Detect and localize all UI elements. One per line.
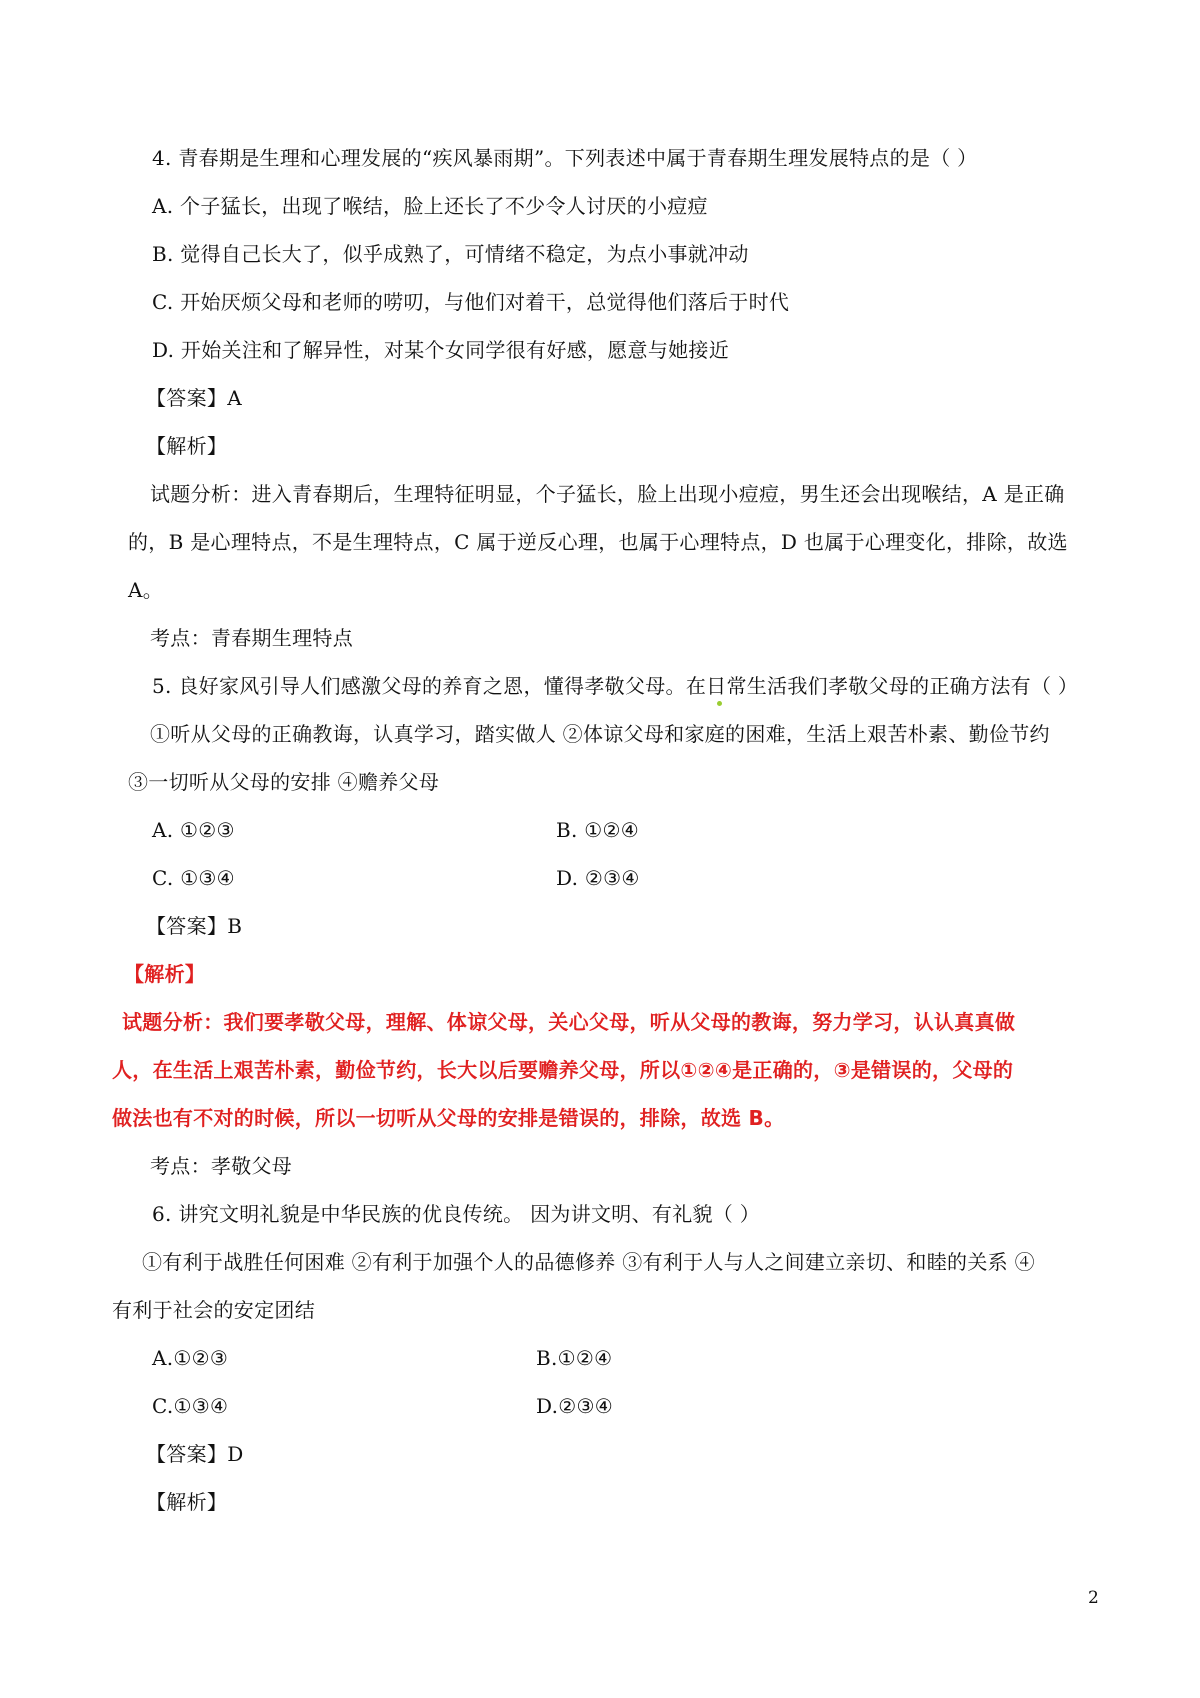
q4-analysis-line-2: 的，B 是心理特点，不是生理特点，C 属于逆反心理，也属于心理特点，D 也属于心理变化，排除，故选 (128, 530, 1068, 554)
q6-option-a: A.①②③ (152, 1346, 229, 1370)
q5-analysis-line-2: 人，在生活上艰苦朴素，勤俭节约，长大以后要赡养父母，所以①②④是正确的，③是错误的，父母的 (112, 1058, 1014, 1082)
q4-answer: 【答案】A (146, 386, 242, 410)
q4-analysis-line-1: 试题分析：进入青春期后，生理特征明显，个子猛长，脸上出现小痘痘，男生还会出现喉结，A 是正确 (150, 482, 1065, 506)
q5-analysis-line-3: 做法也有不对的时候，所以一切听从父母的安排是错误的，排除，故选 B。 (112, 1106, 785, 1130)
q5-items-line-1: ①听从父母的正确教诲，认真学习，踏实做人 ②体谅父母和家庭的困难，生活上艰苦朴素、勤俭节约 (150, 722, 1050, 746)
q4-option-b: B. 觉得自己长大了，似乎成熟了，可情绪不稳定，为点小事就冲动 (152, 242, 749, 266)
q6-items-line-1: ①有利于战胜任何困难 ②有利于加强个人的品德修养 ③有利于人与人之间建立亲切、和睦的关系 ④ (142, 1250, 1035, 1274)
q6-answer: 【答案】D (146, 1442, 244, 1466)
q6-analysis-label: 【解析】 (146, 1490, 228, 1514)
q6-stem: 6. 讲究文明礼貌是中华民族的优良传统。 因为讲文明、有礼貌（ ） (152, 1202, 761, 1226)
q4-analysis-line-3: A。 (128, 578, 164, 602)
q6-option-d: D.②③④ (536, 1394, 613, 1418)
q5-option-a: A. ①②③ (152, 818, 235, 842)
q6-option-b: B.①②④ (536, 1346, 613, 1370)
q5-stem: 5. 良好家风引导人们感激父母的养育之恩，懂得孝敬父母。在日常生活我们孝敬父母的正确方法有（ ） (152, 674, 1079, 698)
q5-answer: 【答案】B (146, 914, 243, 938)
q4-option-a: A. 个子猛长，出现了喉结，脸上还长了不少令人讨厌的小痘痘 (152, 194, 708, 218)
q4-analysis-label: 【解析】 (146, 434, 228, 458)
q5-option-d: D. ②③④ (556, 866, 640, 890)
q5-analysis-label: 【解析】 (124, 962, 206, 986)
highlight-dot (717, 701, 722, 706)
q4-option-d: D. 开始关注和了解异性，对某个女同学很有好感，愿意与她接近 (152, 338, 730, 362)
q5-option-b: B. ①②④ (556, 818, 640, 842)
q4-keypoint: 考点：青春期生理特点 (150, 626, 353, 650)
q5-option-c: C. ①③④ (152, 866, 235, 890)
q5-items-line-2: ③一切听从父母的安排 ④赡养父母 (128, 770, 440, 794)
q6-option-c: C.①③④ (152, 1394, 229, 1418)
q5-keypoint: 考点：孝敬父母 (150, 1154, 293, 1178)
q4-option-c: C. 开始厌烦父母和老师的唠叨，与他们对着干，总觉得他们落后于时代 (152, 290, 790, 314)
q4-stem: 4. 青春期是生理和心理发展的“疾风暴雨期”。下列表述中属于青春期生理发展特点的是（ ） (152, 146, 978, 170)
q6-items-line-2: 有利于社会的安定团结 (112, 1298, 315, 1322)
q5-analysis-line-1: 试题分析：我们要孝敬父母，理解、体谅父母，关心父母，听从父母的教诲，努力学习，认认真真做 (122, 1010, 1016, 1034)
page-number: 2 (1088, 1588, 1099, 1608)
